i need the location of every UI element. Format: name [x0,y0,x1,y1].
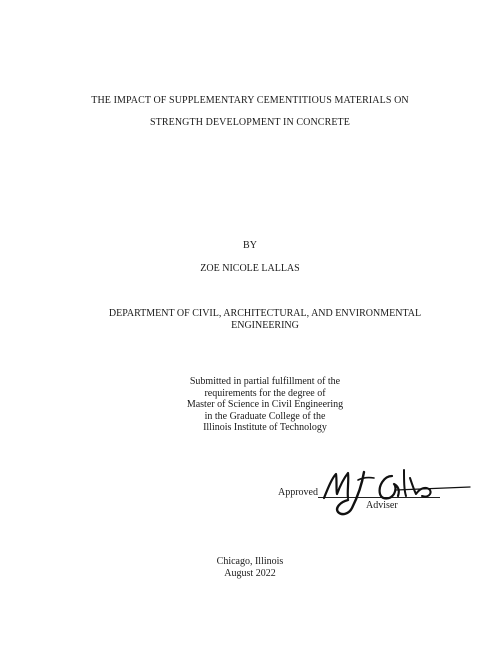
author-name: ZOE NICOLE LALLAS [200,263,300,274]
department-line-1: DEPARTMENT OF CIVIL, ARCHITECTURAL, AND ENVIRONMENTAL [108,308,422,319]
department-line-2: ENGINEERING [231,320,299,331]
date: August 2022 [224,568,276,579]
submission-line-1: Submitted in partial fulfillment of the [189,376,341,387]
submission-line-2: requirements for the degree of [204,387,326,399]
submission-statement [150,376,380,434]
submission-line-4: in the Graduate College of the [204,410,326,422]
approved-label: Approved [278,487,318,498]
adviser-label: Adviser [366,500,398,511]
by-label: BY [243,240,257,251]
submission-line-5: Illinois Institute of Technology [203,422,327,433]
submission-line-3: Master of Science in Civil Engineering [186,399,344,410]
department [90,308,440,332]
location: Chicago, Illinois [216,556,284,567]
thesis-title-line-2: STRENGTH DEVELOPMENT IN CONCRETE [150,117,350,128]
thesis-title-line-1: THE IMPACT OF SUPPLEMENTARY CEMENTITIOUS MATERIALS ON [91,95,409,106]
